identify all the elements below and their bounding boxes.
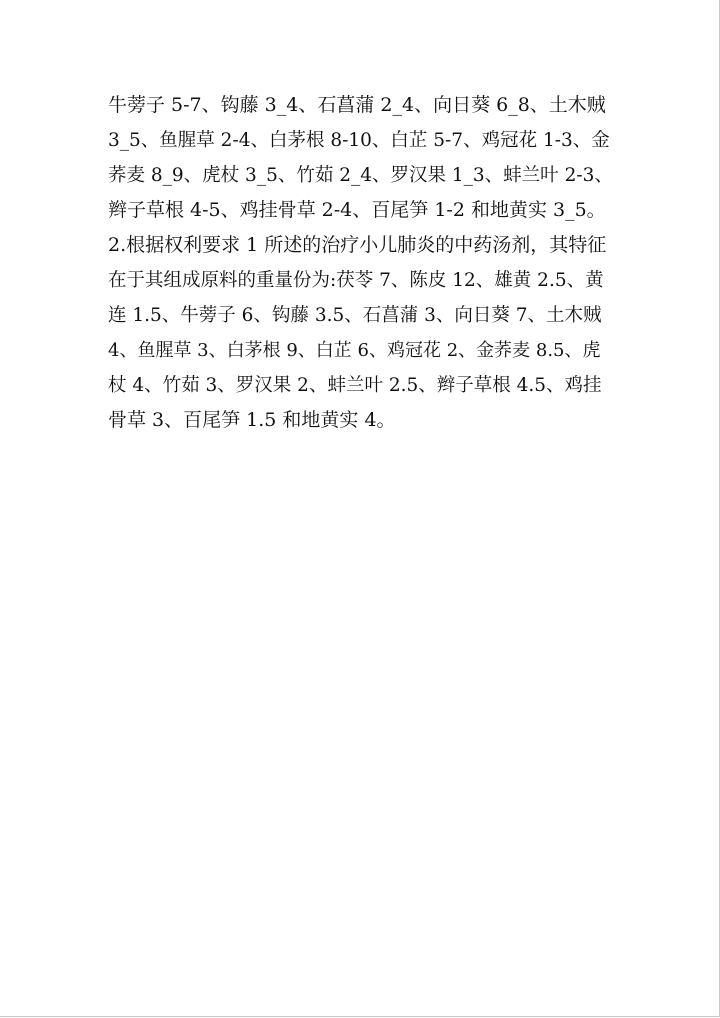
text-line: 牛蒡子 5-7、钩藤 3_4、石菖蒲 2_4、向日葵 6_8、土木贼 bbox=[108, 94, 606, 116]
text-line: 3_5、鱼腥草 2-4、白茅根 8-10、白芷 5-7、鸡冠花 1-3、金 bbox=[108, 130, 610, 151]
text-line: 杖 4、竹茹 3、罗汉果 2、蚌兰叶 2.5、辫子草根 4.5、鸡挂 bbox=[108, 375, 602, 396]
claim-2-first-line: 2.根据权利要求 1 所述的治疗小儿肺炎的中药汤剂，其特征 bbox=[108, 234, 607, 256]
text-line: 4、鱼腥草 3、白茅根 9、白芷 6、鸡冠花 2、金荞麦 8.5、虎 bbox=[108, 340, 601, 361]
text-line: 荞麦 8_9、虎杖 3_5、竹茹 2_4、罗汉果 1_3、蚌兰叶 2-3、 bbox=[108, 165, 613, 186]
text-line: 辫子草根 4-5、鸡挂骨草 2-4、百尾笋 1-2 和地黄实 3_5。 bbox=[108, 199, 606, 221]
claims-text bbox=[108, 88, 613, 438]
text-line: 连 1.5、牛蒡子 6、钩藤 3.5、石菖蒲 3、向日葵 7、土木贼 bbox=[108, 305, 602, 326]
text-line: 在于其组成原料的重量份为:茯苓 7、陈皮 12、雄黄 2.5、黄 bbox=[108, 270, 604, 291]
text-line: 骨草 3、百尾笋 1.5 和地黄实 4。 bbox=[108, 409, 396, 431]
